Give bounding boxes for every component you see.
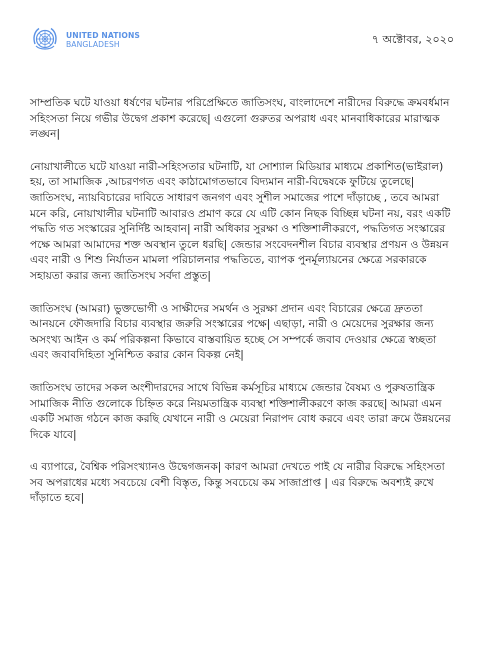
paragraph-5: এ ব্যাপারে, বৈশ্বিক পরিসংখ্যানও উদ্বেগজনক| কারণ আমরা দেখতে পাই যে নারীর বিরুদ্ধে সহিংসতা সব অপরাধের মধ্যে সবচেয়ে বেশী বিস্তৃত, কিন্তু সবচেয়ে কম সাজাপ্রাপ্ত | এর বিরুদ্ধে অবশ্যই রুখে দাঁড়াতে হবে| [30, 461, 445, 505]
org-name-line2: BANGLADESH [66, 40, 120, 49]
un-emblem-icon [30, 25, 60, 55]
letter-date: ৭ অক্টোবর, ২০২০ [371, 33, 454, 46]
paragraph-1: সাম্প্রতিক ঘটে যাওয়া ধর্ষণের ঘটনার পরিপ্রেক্ষিতে জাতিসংঘ, বাংলাদেশে নারীদের বিরুদ্ধে ক্রমবর্ধমান সহিংসতা নিয়ে গভীর উদ্বেগ প্রকাশ করেছে| এগুলো গুরুতর অপরাধ এবং মানবাধিকারের মারাত্মক লঙ্ঘন| [30, 97, 450, 141]
letterhead [30, 22, 454, 62]
org-name-line1: UNITED NATIONS [66, 31, 140, 40]
un-bangladesh-logo [30, 22, 180, 58]
org-name [66, 31, 140, 49]
letter-body [30, 96, 455, 524]
paragraph-2: নোয়াখালীতে ঘটে যাওয়া নারী-সহিংসতার ঘটনাটি, যা সোশ্যাল মিডিয়ার মাধ্যমে প্রকাশিত(ভাইরাল) হয়, তা সামাজিক ,আচরণগত এবং কাঠামোগতভাবে বিদ্যমান নারী-বিদ্বেষকে ফুটিয়ে তুলেছে| জাতিসংঘ, ন্যায়বিচারের দাবিতে সাধারণ জনগণ এবং সুশীল সমাজের পাশে দাঁড়াচ্ছে , তবে আমরা মনে করি, নোয়াখালীর ঘটনাটি আবারও প্রমাণ করে যে এটি কোন নিছক বিচ্ছিন্ন ঘটনা নয়, বরং একটি পদ্ধতি গত সংস্কারের সুনির্দিষ্ট আহবান| নারী অধিকার সুরক্ষা ও শক্তিশালীকরণে, পদ্ধতিগত সংস্কারের পক্ষে আমরা আমাদের শক্ত অবস্থান তুলে ধরছি| জেন্ডার সংবেদনশীল বিচার ব্যবস্থার প্রণয়ন ও উন্নয়ন এবং নারী ও শিশু নির্যাতন মামলা পরিচালনার পদ্ধতিতে, ব্যাপক পুনর্মূল্যায়নের ক্ষেত্রে সরকারকে সহায়তা করার জন্য জাতিসংঘ সর্বদা প্রস্তুত| [30, 160, 451, 282]
paragraph-3: জাতিসংঘ (আমরা) ভুক্তভোগী ও সাক্ষীদের সমর্থন ও সুরক্ষা প্রদান এবং বিচারের ক্ষেত্রে দ্রুততা আনয়নে ফৌজদারি বিচার ব্যবস্থার জরুরি সংস্কারের পক্ষে| এছাড়া, নারী ও মেয়েদের সুরক্ষার জন্য অসংখ্য আইন ও কর্ম পরিকল্পনা কিভাবে বাস্তবায়িত হচ্ছে সে সম্পর্কে জবাব দেওয়ার ক্ষেত্রে স্বচ্ছতা এবং জবাবদিহিতা সুনিশ্চিত করার কোন বিকল্প নেই| [30, 302, 437, 362]
paragraph-4: জাতিসংঘ তাদের সকল অংশীদারদের সাথে বিভিন্ন কর্মসূচির মাধ্যমে জেন্ডার বৈষম্য ও পুরুষতান্ত্রিক সামাজিক নীতি গুলোকে চিহ্নিত করে নিয়মতান্ত্রিক ব্যবস্থা শক্তিশালীকরণে কাজ করছে| আমরা এমন একটি সমাজ গঠনে কাজ করছি যেখানে নারী ও মেয়েরা নিরাপদ বোধ করবে এবং তারা ক্রমে উন্নয়নের দিকে যাবে| [30, 381, 451, 441]
